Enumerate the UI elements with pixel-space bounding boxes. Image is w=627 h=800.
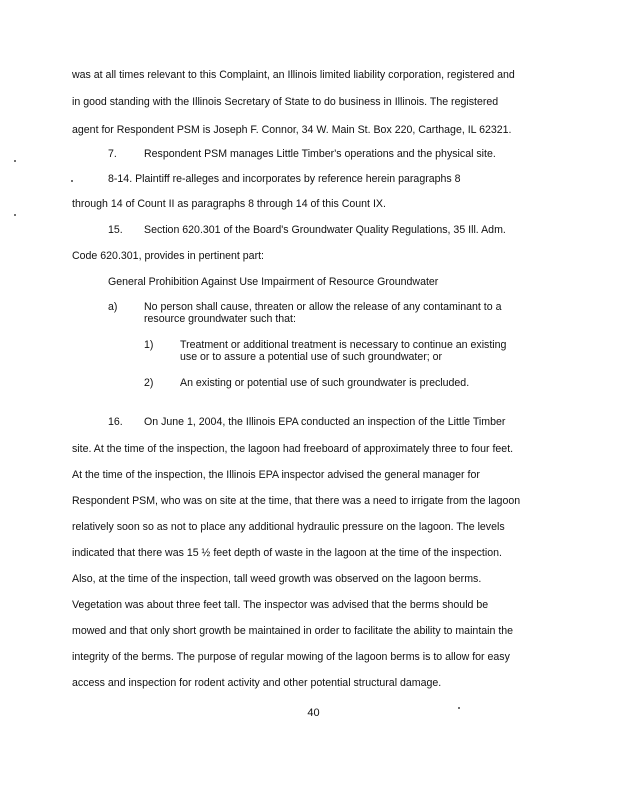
body-line: At the time of the inspection, the Illinois EPA inspector advised the general manager for [72,469,480,481]
body-line: through 14 of Count II as paragraphs 8 through 14 of this Count IX. [72,198,386,210]
body-line: agent for Respondent PSM is Joseph F. Connor, 34 W. Main St. Box 220, Carthage, IL 62321. [72,124,512,136]
body-line: Also, at the time of the inspection, tall weed growth was observed on the lagoon berms. [72,573,482,585]
scan-speck [14,160,16,162]
page-number: 40 [307,707,320,719]
body-line: mowed and that only short growth be maintained in order to facilitate the ability to maintain the [72,625,514,637]
body-line: Code 620.301, provides in pertinent part: [72,250,264,262]
paragraph-number: 16. [108,416,123,428]
quoted-line: No person shall cause, threaten or allow the release of any contaminant to a [144,301,502,313]
body-line: On June 1, 2004, the Illinois EPA conducted an inspection of the Little Timber [144,416,506,428]
subsection-label: a) [108,301,118,313]
body-line: Respondent PSM, who was on site at the time, that there was a need to irrigate from the lagoon [72,495,521,507]
quoted-line: An existing or potential use of such groundwater is precluded. [180,377,470,389]
item-label: 2) [144,377,154,389]
body-line: access and inspection for rodent activity and other potential structural damage. [72,677,442,689]
body-line: Vegetation was about three feet tall. The inspector was advised that the berms should be [72,599,489,611]
body-line: was at all times relevant to this Complaint, an Illinois limited liability corporation, registered and [72,69,515,81]
body-line: integrity of the berms. The purpose of regular mowing of the lagoon berms is to allow for easy [72,651,510,663]
quoted-line: resource groundwater such that: [144,313,296,325]
body-line: in good standing with the Illinois Secretary of State to do business in Illinois. The registered [72,96,499,108]
scan-speck [71,180,73,182]
item-label: 1) [144,339,154,351]
scan-speck [14,214,16,216]
paragraph-number: 7. [108,148,117,160]
body-line: indicated that there was 15 ½ feet depth of waste in the lagoon at the time of the inspection. [72,547,502,559]
body-line: 8-14. Plaintiff re-alleges and incorporates by reference herein paragraphs 8 [108,173,461,185]
paragraph-number: 15. [108,224,123,236]
body-line: Section 620.301 of the Board's Groundwater Quality Regulations, 35 Ill. Adm. [144,224,506,236]
quoted-heading: General Prohibition Against Use Impairment of Resource Groundwater [108,276,439,288]
body-line: Respondent PSM manages Little Timber's operations and the physical site. [144,148,496,160]
quoted-line: Treatment or additional treatment is necessary to continue an existing [180,339,507,351]
body-line: site. At the time of the inspection, the lagoon had freeboard of approximately three to four feet. [72,443,514,455]
quoted-line: use or to assure a potential use of such groundwater; or [180,351,443,363]
body-line: relatively soon so as not to place any additional hydraulic pressure on the lagoon. The levels [72,521,505,533]
scan-speck [458,707,460,709]
